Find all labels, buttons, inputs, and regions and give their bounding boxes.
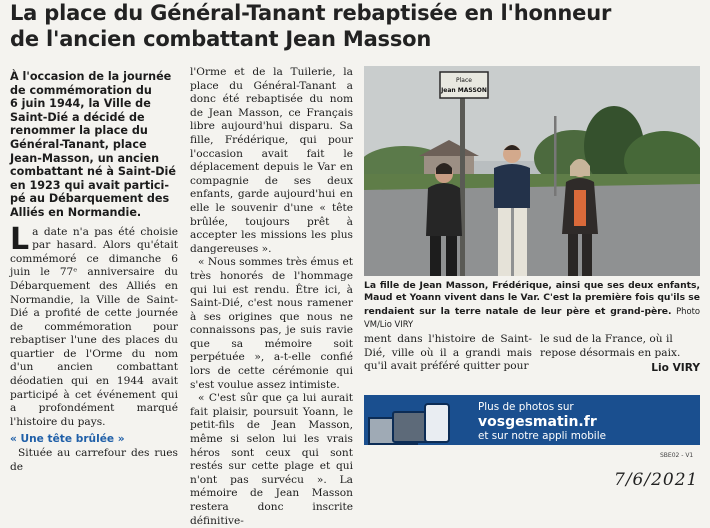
lead-line: pé au Débarquement des — [10, 192, 170, 206]
article-column-1 — [10, 70, 178, 474]
caption-text: La fille de Jean Masson, Frédérique, ainsi que ses deux enfants, Maud et Yoann vivent dans le Var. C'est la première fois qu'ils se rendaient sur la terre natale de leur père et grand-père. — [364, 280, 700, 317]
article-paragraph-7: le sud de la France, où il repose désormais en paix. — [540, 333, 681, 359]
article-paragraph-3: l'Orme et de la Tuilerie, la place du Général-Tanant a donc été rebaptisée du nom de Jean Masson, ce Français libre aujourd'hui disparu. Sa fille, Frédérique, qui pour l'occasion avait fait le déplacement depuis le Var en compagnie de ses deux enfants, garde aujourd'hui en elle le souvenir d'une « tête brûlée, toujours prêt à accepter les missions les plus dangereuses ». — [190, 66, 353, 255]
promo-site-link[interactable]: vosgesmatin.fr — [478, 414, 597, 430]
handwritten-date: 7/6/2021 — [614, 470, 699, 490]
article-column-3 — [364, 333, 532, 374]
page-reference-code: SBE02 - V1 — [660, 452, 694, 459]
lead-line: en 1923 qui avait partici- — [10, 178, 170, 192]
article-paragraph-1 — [10, 221, 178, 430]
section-subhead: « Une tête brûlée » — [10, 433, 125, 446]
lead-line: renommer la place du — [10, 124, 148, 138]
promo-banner[interactable] — [364, 395, 700, 445]
lead-paragraph — [10, 70, 178, 220]
lead-line: Saint-Dié a décidé de — [10, 110, 145, 124]
promo-line-1: Plus de photos sur — [478, 401, 574, 413]
article-paragraph-6: ment dans l'histoire de Saint-Dié, ville où il a grandi mais qu'il avait préféré quitter pour — [364, 333, 532, 373]
lead-line: de commémoration du — [10, 83, 152, 97]
photo-caption — [364, 280, 700, 332]
lead-line: combattant né à Saint-Dié — [10, 165, 176, 179]
headline-line-1: La place du Général-Tanant rebaptisée en l'honneur — [10, 1, 612, 25]
article-column-4 — [540, 333, 700, 360]
headline-line-2: de l'ancien combattant Jean Masson — [10, 27, 432, 51]
article-column-2 — [190, 66, 353, 528]
lead-line: Alliés en Normandie. — [10, 205, 142, 219]
article-paragraph-2: Située au carrefour des rues de — [10, 447, 178, 473]
lead-line: Jean-Masson, un ancien — [10, 151, 160, 165]
street-sign-line-2: Jean MASSON — [441, 87, 487, 94]
promo-text — [478, 401, 606, 443]
author-signature: Lio VIRY — [651, 362, 700, 374]
photo-credit: Photo VM/Lio VIRY — [364, 305, 701, 330]
photo-scene — [364, 66, 700, 276]
lead-line: Général-Tanant, place — [10, 137, 147, 151]
lead-line: 6 juin 1944, la Ville de — [10, 97, 151, 111]
article-paragraph-4: « Nous sommes très émus et très honorés de l'hommage qui lui est rendu. Être ici, à Saint-Dié, c'est nous ramener à ses origines que nous ne connaissons pas, je suis ravie que sa mémoire soit perpétuée », a-t-elle confié lors de cette cérémonie qui s'est voulue assez intimiste. — [190, 256, 353, 391]
article-paragraph-5: « C'est sûr que ça lui aurait fait plaisir, poursuit Yoann, le petit-fils de Jean Masson, même si selon lui les vrais héros sont ceux qui sont restés sur cette plage et qui n'ont pas survécu ». La mémoire de Jean Masson restera donc inscrite définitive- — [190, 392, 353, 527]
phone-icon — [424, 403, 450, 443]
article-paragraph-1-text: a date n'a pas été choisie par hasard. Alors qu'était commémoré ce dimanche 6 juin le 77ᵉ anniversaire du Débarquement des Alliés en Normandie, la Ville de Saint-Dié a profité de cette journée de commémoration pour rebaptiser l'une des places du quartier de l'Orme du nom d'un ancien combattant déodatien qui en 1944 avait participé à cet événement qui a profondément marqué l'histoire du pays. — [10, 225, 178, 428]
article-photo — [364, 66, 700, 276]
promo-line-3: et sur notre appli mobile — [478, 430, 606, 442]
drop-cap: L — [10, 221, 30, 257]
street-sign-line-1: Place — [456, 77, 472, 84]
lead-line: À l'occasion de la journée — [10, 70, 172, 83]
headline — [10, 0, 700, 52]
